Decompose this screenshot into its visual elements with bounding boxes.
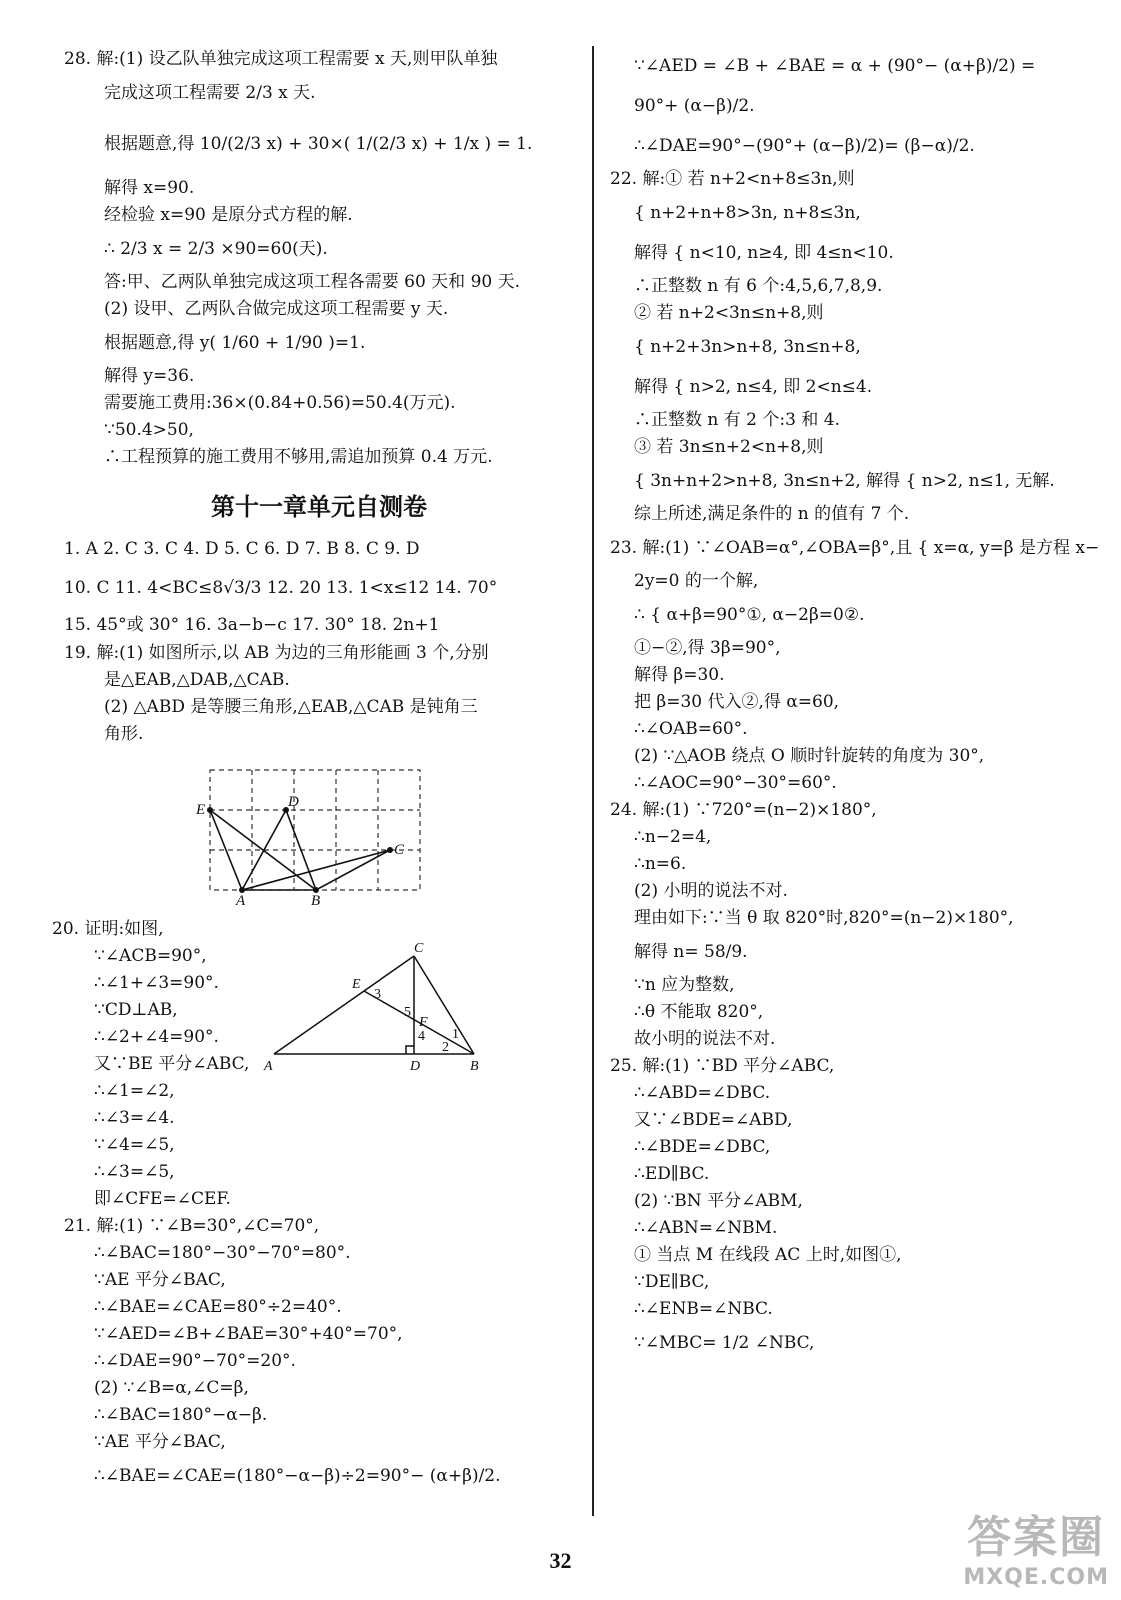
- text-line: ∴工程预算的施工费用不够用,需追加预算 0.4 万元.: [104, 447, 493, 467]
- text-line: 解得 β=30.: [634, 665, 725, 685]
- text-line: (2) ∵BN 平分∠ABM,: [634, 1191, 803, 1211]
- text-line: ∴∠BAC=180°−30°−70°=80°.: [94, 1243, 351, 1263]
- text-line: ∵AE 平分∠BAC,: [94, 1270, 226, 1290]
- text-line: ∴∠ENB=∠NBC.: [634, 1299, 773, 1319]
- text-line: ∵∠4=∠5,: [94, 1135, 175, 1155]
- text-line: (2) ∵∠B=α,∠C=β,: [94, 1378, 249, 1398]
- text-line: 是△EAB,△DAB,△CAB.: [104, 670, 290, 690]
- text-line: ∵∠AED = ∠B + ∠BAE = α + (90°− (α+β)/2) =: [634, 56, 1036, 76]
- figure-20: [264, 941, 504, 1078]
- text-line: ∴∠DAE=90°−70°=20°.: [94, 1351, 296, 1371]
- point-label: B: [311, 893, 321, 909]
- text-line: (2) ∵△AOB 绕点 O 顺时针旋转的角度为 30°,: [634, 746, 985, 766]
- text-line: 根据题意,得 y( 1/60 + 1/90 )=1.: [104, 333, 366, 353]
- text-line: ∴∠OAB=60°.: [634, 719, 748, 739]
- right-column: [610, 46, 1100, 1363]
- point-label: F: [419, 1015, 428, 1030]
- point-label: A: [236, 893, 246, 909]
- text-line: ∵DE∥BC,: [634, 1272, 710, 1292]
- point-label: A: [264, 1059, 273, 1074]
- point-label: D: [410, 1059, 421, 1074]
- text-line: ∴∠3=∠5,: [94, 1162, 175, 1182]
- text-line: 90°+ (α−β)/2.: [634, 96, 755, 116]
- answer-line: 10. C 11. 4<BC≤8√3/3 12. 20 13. 1<x≤12 14. 70°: [64, 578, 498, 598]
- text-line: ∴∠DAE=90°−(90°+ (α−β)/2)= (β−α)/2.: [634, 136, 975, 156]
- text-line: ∴∠3=∠4.: [94, 1108, 175, 1128]
- text-line: ∴∠ABD=∠DBC.: [634, 1083, 771, 1103]
- text-line: 即∠CFE=∠CEF.: [94, 1189, 231, 1209]
- text-line: (2) 小明的说法不对.: [634, 881, 788, 901]
- text-line: ∴∠BAE=∠CAE=(180°−α−β)÷2=90°− (α+β)/2.: [94, 1466, 501, 1486]
- text-line: 23. 解:(1) ∵∠OAB=α°,∠OBA=β°,且 { x=α, y=β 是方程 x−: [610, 538, 1100, 558]
- figure-19: [64, 756, 574, 909]
- text-line: ∴∠BDE=∠DBC,: [634, 1137, 771, 1157]
- point-label: B: [470, 1059, 479, 1074]
- text-line: 完成这项工程需要 2/3 x 天.: [104, 83, 316, 103]
- text-line: 角形.: [104, 724, 144, 744]
- angle-label: 3: [374, 987, 381, 1002]
- point-label: C: [414, 941, 424, 956]
- text-line: ∴n=6.: [634, 854, 687, 874]
- text-line: (2) △ABD 是等腰三角形,△EAB,△CAB 是钝角三: [104, 697, 478, 717]
- text-line: ①−②,得 3β=90°,: [634, 638, 781, 658]
- text-line: 综上所述,满足条件的 n 的值有 7 个.: [634, 504, 910, 524]
- text-line: ∴∠BAC=180°−α−β.: [94, 1405, 268, 1425]
- point-label: C: [394, 842, 405, 858]
- text-line: ∴ { α+β=90°①, α−2β=0②.: [634, 605, 865, 625]
- text-line: ∵CD⊥AB,: [94, 1000, 178, 1020]
- point-label: E: [352, 977, 361, 992]
- text-line: 19. 解:(1) 如图所示,以 AB 为边的三角形能画 3 个,分别: [64, 643, 489, 663]
- section-title: 第十一章单元自测卷: [211, 493, 427, 521]
- text-line: 24. 解:(1) ∵720°=(n−2)×180°,: [610, 800, 877, 820]
- text-line: ① 当点 M 在线段 AC 上时,如图①,: [634, 1245, 902, 1265]
- text-line: 28. 解:(1) 设乙队单独完成这项工程需要 x 天,则甲队单独: [64, 49, 498, 69]
- text-line: ∴∠1+∠3=90°.: [94, 973, 219, 993]
- text-line: 2y=0 的一个解,: [634, 571, 759, 591]
- text-line: { n+2+3n>n+8, 3n≤n+8,: [634, 337, 861, 357]
- text-line: { n+2+n+8>3n, n+8≤3n,: [634, 203, 861, 223]
- watermark-logo-text: 答案圈: [967, 1512, 1106, 1563]
- text-line: ∴ 2/3 x = 2/3 ×90=60(天).: [104, 239, 328, 259]
- text-line: 解得 { n<10, n≥4, 即 4≤n<10.: [634, 243, 894, 263]
- text-line: 理由如下:∵当 θ 取 820°时,820°=(n−2)×180°,: [634, 908, 1014, 928]
- text-line: 根据题意,得 10/(2/3 x) + 30×( 1/(2/3 x) + 1/x ) = 1.: [104, 134, 533, 154]
- text-line: ② 若 n+2<3n≤n+8,则: [634, 303, 824, 323]
- text-line: { 3n+n+2>n+8, 3n≤n+2, 解得 { n>2, n≤1, 无解.: [634, 471, 1055, 491]
- left-column: [52, 46, 574, 1496]
- text-line: ∴正整数 n 有 2 个:3 和 4.: [634, 410, 840, 430]
- text-line: 需要施工费用:36×(0.84+0.56)=50.4(万元).: [104, 393, 456, 413]
- text-line: ∵∠ACB=90°,: [94, 946, 207, 966]
- text-line: 经检验 x=90 是原分式方程的解.: [104, 205, 353, 225]
- column-divider: [592, 46, 594, 1516]
- text-line: ∴∠ABN=∠NBM.: [634, 1218, 778, 1238]
- text-line: 20. 证明:如图,: [52, 919, 164, 939]
- text-line: ∴正整数 n 有 6 个:4,5,6,7,8,9.: [634, 276, 883, 296]
- answer-line: 15. 45°或 30° 16. 3a−b−c 17. 30° 18. 2n+1: [64, 615, 440, 635]
- text-line: 21. 解:(1) ∵∠B=30°,∠C=70°,: [64, 1216, 320, 1236]
- watermark-url: MXQE.COM: [963, 1565, 1109, 1590]
- text-line: ∵AE 平分∠BAC,: [94, 1432, 226, 1452]
- text-line: 解得 n= 58/9.: [634, 942, 748, 962]
- text-line: 解得 y=36.: [104, 366, 195, 386]
- angle-label: 5: [404, 1005, 411, 1020]
- point-label: E: [196, 802, 206, 818]
- text-line: ∴θ 不能取 820°,: [634, 1002, 764, 1022]
- text-line: ③ 若 3n≤n+2<n+8,则: [634, 437, 824, 457]
- text-line: (2) 设甲、乙两队合做完成这项工程需要 y 天.: [104, 299, 449, 319]
- angle-label: 4: [418, 1029, 425, 1044]
- text-line: ∴∠2+∠4=90°.: [94, 1027, 219, 1047]
- text-line: ∴∠BAE=∠CAE=80°÷2=40°.: [94, 1297, 342, 1317]
- text-line: ∵50.4>50,: [104, 420, 194, 440]
- angle-label: 2: [442, 1040, 449, 1055]
- text-line: 故小明的说法不对.: [634, 1029, 776, 1049]
- answer-line: 1. A 2. C 3. C 4. D 5. C 6. D 7. B 8. C 9. D: [64, 539, 420, 559]
- text-line: ∵∠MBC= 1/2 ∠NBC,: [634, 1333, 815, 1353]
- text-line: 22. 解:① 若 n+2<n+8≤3n,则: [610, 169, 855, 189]
- text-line: ∴n−2=4,: [634, 827, 712, 847]
- text-line: 解得 x=90.: [104, 178, 195, 198]
- angle-label: 1: [452, 1027, 459, 1042]
- text-line: ∴ED∥BC.: [634, 1164, 710, 1184]
- point-label: D: [288, 794, 299, 810]
- text-line: ∵n 应为整数,: [634, 975, 735, 995]
- text-line: 把 β=30 代入②,得 α=60,: [634, 692, 840, 712]
- text-line: ∵∠AED=∠B+∠BAE=30°+40°=70°,: [94, 1324, 403, 1344]
- text-line: ∴∠1=∠2,: [94, 1081, 175, 1101]
- text-line: 解得 { n>2, n≤4, 即 2<n≤4.: [634, 377, 873, 397]
- watermark-logo: [963, 1501, 1109, 1590]
- text-line: 又∵∠BDE=∠ABD,: [634, 1110, 793, 1130]
- text-line: 又∵BE 平分∠ABC,: [94, 1054, 250, 1074]
- text-line: ∴∠AOC=90°−30°=60°.: [634, 773, 837, 793]
- text-line: 答:甲、乙两队单独完成这项工程各需要 60 天和 90 天.: [104, 272, 521, 292]
- page-number: 32: [549, 1548, 572, 1573]
- text-line: 25. 解:(1) ∵BD 平分∠ABC,: [610, 1056, 835, 1076]
